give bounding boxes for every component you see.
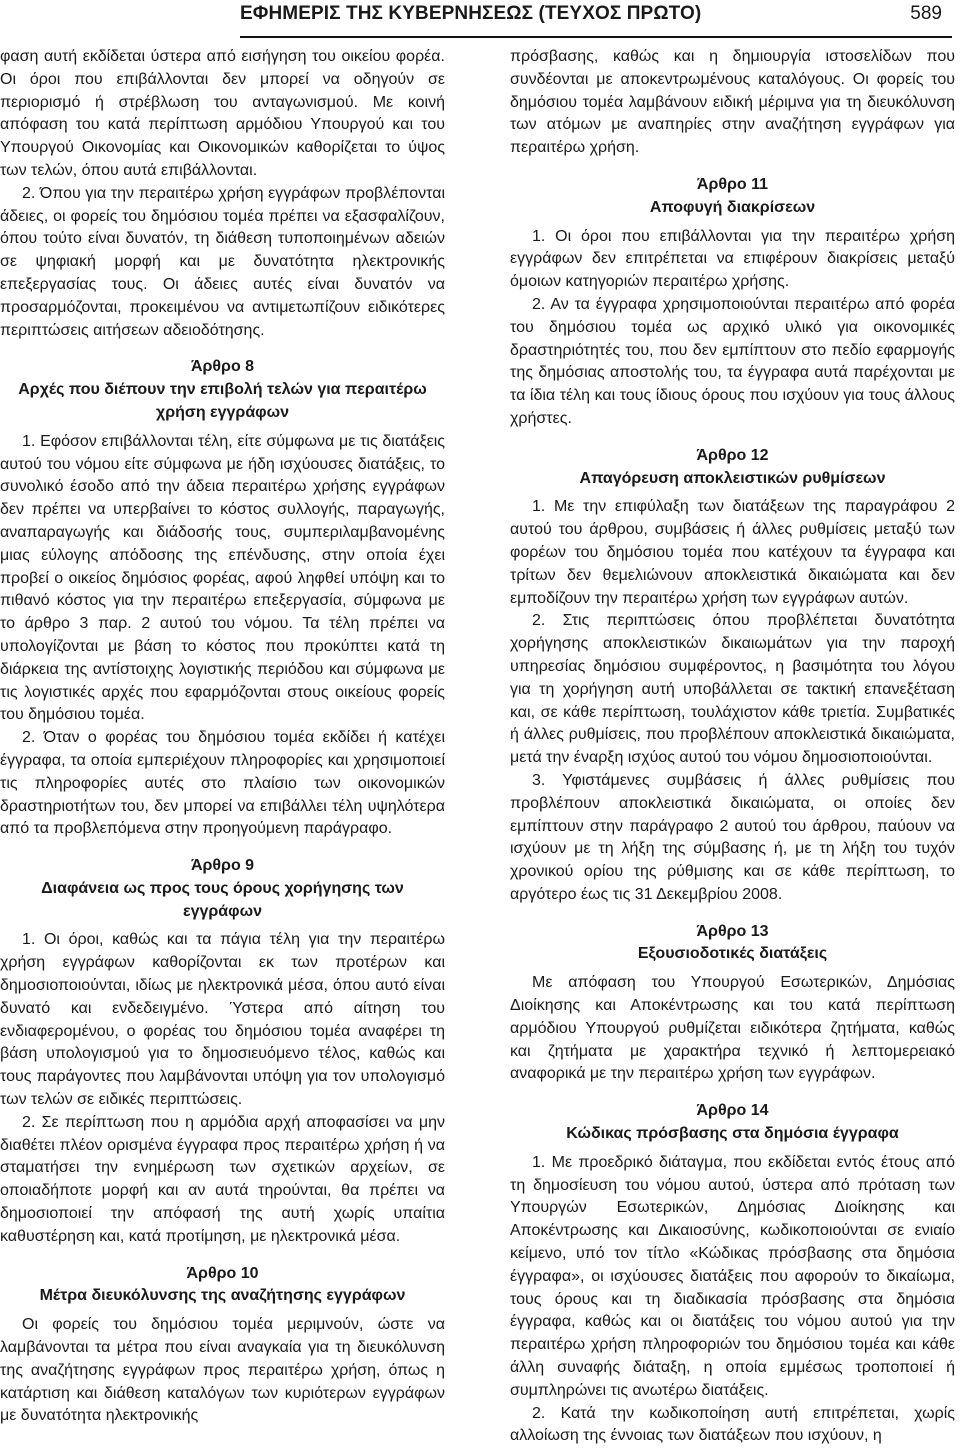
right-column bbox=[510, 46, 955, 1448]
article-number: Άρθρο 12 bbox=[696, 446, 769, 464]
left-column bbox=[0, 46, 445, 1428]
article-number: Άρθρο 14 bbox=[696, 1102, 769, 1120]
page-header bbox=[240, 0, 952, 38]
paragraph-continued: πρόσβασης, καθώς και η δημιουργία ιστοσελίδων που συνδέονται με αποκεντρωμένους καταλόγους. Οι φορείς του δημόσιου τομέα λαμβάνουν ειδική μέριμνα για τη διευκόλυνση των ατόμων με αναπηρίες στην αναζήτηση εγγράφων για περαιτέρω χρήση. bbox=[510, 48, 955, 157]
article-heading bbox=[510, 445, 955, 491]
paragraph-continued: φαση αυτή εκδίδεται ύστερα από εισήγηση του οικείου φορέα. Οι όροι που επιβάλλονται δεν μπορεί να οδηγούν σε περιορισμό ή στρέβλωση του ανταγωνισμού. Με κοινή απόφαση του κατά περίπτωση αρμόδιου Υπουργού και του Υπουργού Οικονομίας και Οικονομικών καθορίζεται το ύψος των τελών, όπου αυτά επιβάλλονται. bbox=[0, 48, 445, 179]
article-heading bbox=[0, 1263, 445, 1309]
article-title: Αρχές που διέπουν την επιβολή τελών για περαιτέρω χρήση εγγράφων bbox=[18, 381, 427, 421]
article-title: Μέτρα διευκόλυνσης της αναζήτησης εγγράφων bbox=[39, 1287, 406, 1305]
article-number: Άρθρο 8 bbox=[190, 358, 255, 376]
article-number: Άρθρο 13 bbox=[696, 922, 769, 940]
article-heading bbox=[510, 174, 955, 220]
article-number: Άρθρο 11 bbox=[696, 175, 769, 193]
paragraph: 2. Κατά την κωδικοποίηση αυτή επιτρέπεται, χωρίς αλλοίωση της έννοιας των διατάξεων που ισχύουν, η bbox=[510, 1404, 955, 1445]
paragraph: 1. Οι όροι που επιβάλλονται για την περαιτέρω χρήση εγγράφων δεν επιτρέπεται να επιφέρουν διακρίσεις μεταξύ όμοιων κατηγοριών περαιτέρω χρήσης. bbox=[510, 227, 955, 291]
article-number: Άρθρο 10 bbox=[186, 1264, 259, 1282]
article-heading bbox=[0, 356, 445, 424]
article-title: Εξουσιοδοτικές διατάξεις bbox=[637, 945, 828, 963]
paragraph: 2. Στις περιπτώσεις όπου προβλέπεται δυνατότητα χορήγησης αποκλειστικών δικαιωμάτων για την παροχή υπηρεσίας δημόσιου συμφέροντος, η βασιμότητα του λόγου για τη χορήγηση αυτή υποβάλλεται σε τακτική επανεξέταση και, σε κάθε περίπτωση, τουλάχιστον κάθε τριετία. Συμβατικές ή άλλες ρυθμίσεις, που προβλέπουν αποκλειστικά δικαιώματα, μετά την έναρξη ισχύος αυτού του νόμου δημοσιοποιούνται. bbox=[510, 612, 955, 767]
article-heading bbox=[510, 1100, 955, 1146]
article-title: Αποφυγή διακρίσεων bbox=[649, 198, 816, 216]
article-title: Διαφάνεια ως προς τους όρους χορήγησης των εγγράφων bbox=[41, 879, 404, 920]
paragraph: 1. Με την επιφύλαξη των διατάξεων της παραγράφου 2 αυτού του άρθρου, συμβάσεις ή άλλες ρυθμίσεις μεταξύ των φορέων του δημόσιου τομέα που κατέχουν τα έγγραφα και τρίτων δεν θεμελιώνουν αποκλειστικά δικαιώματα και δεν εμποδίζουν την περαιτέρω χρήση των εγγράφων αυτών. bbox=[510, 498, 955, 607]
article-heading bbox=[510, 921, 955, 967]
page-number: 589 bbox=[910, 3, 942, 24]
article-number: Άρθρο 9 bbox=[190, 857, 255, 875]
paragraph: 2. Όταν ο φορέας του δημόσιου τομέα εκδίδει ή κατέχει έγγραφα, τα οποία εμπεριέχουν πληροφορίες και χρησιμοποιεί τις πληροφορίες αυτές στο πλαίσιο των οικονομικών δραστηριοτήτων του, δεν μπορεί να επιβάλλει τέλη υψηλότερα από τα προβλεπόμενα στην προηγούμενη παράγραφο. bbox=[0, 729, 445, 838]
paragraph: 2. Όπου για την περαιτέρω χρήση εγγράφων προβλέπονται άδειες, οι φορείς του δημόσιου τομέα πρέπει να εξασφαλίζουν, όπου τούτο είναι δυνατόν, τη διάθεση τυποποιημένων αδειών σε ψηφιακή μορφή και με δυνατότητα ηλεκτρονικής επεξεργασίας τους. Οι άδειες αυτές είναι δυνατόν να προσαρμόζονται, προκειμένου να αντιμετωπίζουν ειδικότερες περιπτώσεις αιτήσεων αδειοδότησης. bbox=[0, 184, 445, 339]
paragraph: 1. Εφόσον επιβάλλονται τέλη, είτε σύμφωνα με τις διατάξεις αυτού του νόμου είτε σύμφωνα με ήδη ισχύουσες διατάξεις, το συνολικό έσοδο από την άδεια περαιτέρω χρήσης εγγράφων δεν πρέπει να υπερβαίνει το κόστος συλλογής, παραγωγής, αναπαραγωγής και διάδοσής τους, συμπεριλαμβανομένης μιας εύλογης απόδοσης της επένδυσης, στην οποία έχει προβεί ο οικείος δημόσιος φορέας, αφού ληφθεί υπόψη και το πιθανό κόστος για την περαιτέρω επεξεργασία, σύμφωνα με το άρθρο 3 παρ. 2 αυτού του νόμου. Τα τέλη πρέπει να υπολογίζονται με βάση το κόστος που προκύπτει κατά τη διάρκεια της αντίστοιχης λογιστικής περιόδου και σύμφωνα με τις λογιστικές αρχές που εφαρμόζονται στους οικείους φορείς του δημόσιου τομέα. bbox=[0, 432, 445, 724]
paragraph: 1. Οι όροι, καθώς και τα πάγια τέλη για την περαιτέρω χρήση εγγράφων καθορίζονται εκ των προτέρων και δημοσιοποιούνται, ιδίως με ηλεκτρονικά μέσα, όπου αυτό είναι δυνατό και ενδεδειγμένο. Ύστερα από αίτηση του ενδιαφερομένου, ο φορέας του δημόσιου τομέα αναφέρει τη βάση υπολογισμού για το δημοσιευόμενο τέλος, καθώς και τους παράγοντες που λαμβάνονται υπόψη για τον υπολογισμό των τελών σε ειδικές περιπτώσεις. bbox=[0, 931, 445, 1109]
paragraph: 2. Αν τα έγγραφα χρησιμοποιούνται περαιτέρω από φορέα του δημόσιου τομέα ως αρχικό υλικό για οικονομικές δραστηριότητές του, που δεν εμπίπτουν στο πεδίο εφαρμογής της δημόσιας αποστολής του, τα έγγραφα αυτά παρέχονται με τα ίδια τέλη και τους ίδιους όρους που ισχύουν για τους άλλους χρήστες. bbox=[510, 295, 955, 427]
paragraph: 3. Υφιστάμενες συμβάσεις ή άλλες ρυθμίσεις που προβλέπουν αποκλειστικά δικαιώματα, οι οποίες δεν εμπίπτουν στην παράγραφο 2 αυτού του άρθρου, παύουν να ισχύουν με τη λήξη της σύμβασης ή, με τη λήξη του τυχόν χρονικού ορίου της ρύθμισης και σε κάθε περίπτωση, το αργότερο έως τις 31 Δεκεμβρίου 2008. bbox=[510, 771, 955, 903]
paragraph: Οι φορείς του δημόσιου τομέα μεριμνούν, ώστε να λαμβάνονται τα μέτρα που είναι αναγκαία για τη διευκόλυνση της αναζήτησης εγγράφων προς περαιτέρω χρήση, όπως η κατάρτιση και διάθεση καταλόγων των κυριότερων εγγράφων με δυνατότητα ηλεκτρονικής bbox=[0, 1316, 445, 1425]
article-title: Απαγόρευση αποκλειστικών ρυθμίσεων bbox=[579, 469, 886, 487]
article-title: Κώδικας πρόσβασης στα δημόσια έγγραφα bbox=[566, 1125, 899, 1143]
article-heading bbox=[0, 855, 445, 923]
paragraph: Με απόφαση του Υπουργού Εσωτερικών, Δημόσιας Διοίκησης και Αποκέντρωσης και του κατά περίπτωση αρμόδιου Υπουργού ρυθμίζεται ειδικότερα ζητήματα, καθώς και ζητήματα με χαρακτήρα τεχνικό ή λεπτομερειακό αναφορικά με την περαιτέρω χρήση των εγγράφων. bbox=[510, 974, 955, 1083]
gazette-title: ΕΦΗΜΕΡΙΣ ΤΗΣ ΚΥΒΕΡΝΗΣΕΩΣ (ΤΕΥΧΟΣ ΠΡΩΤΟ) bbox=[240, 3, 702, 24]
paragraph: 1. Με προεδρικό διάταγμα, που εκδίδεται εντός έτους από τη δημοσίευση του νόμου αυτού, ύστερα από πρόταση των Υπουργών Εσωτερικών, Δημόσιας Διοίκησης και Αποκέντρωσης και Δικαιοσύνης, κωδικοποιούνται σε ενιαίο κείμενο, υπό τον τίτλο «Κώδικας πρόσβασης στα δημόσια έγγραφα», οι ισχύουσες διατάξεις που αφορούν το δικαίωμα, τους όρους και τη διαδικασία πρόσβασης στα δημόσια έγγραφα, καθώς και οι διατάξεις του νόμου αυτού για την περαιτέρω χρήση πληροφοριών του δημόσιου τομέα και κάθε άλλη συναφής διάταξη, η οποία εμμέσως τροποποιεί ή συμπληρώνει τις ανωτέρω διατάξεις. bbox=[510, 1153, 955, 1399]
paragraph: 2. Σε περίπτωση που η αρμόδια αρχή αποφασίσει να μην διαθέτει πλέον ορισμένα έγγραφα προς περαιτέρω χρήση ή να σταματήσει την ενημέρωση των σχετικών αρχείων, σε οποιαδήποτε μορφή και αν αυτά τηρούνται, θα πρέπει να δημοσιοποιεί την απόφασή της αυτή χωρίς υπαίτια καθυστέρηση και, κατά προτίμηση, με ηλεκτρονικά μέσα. bbox=[0, 1113, 445, 1245]
